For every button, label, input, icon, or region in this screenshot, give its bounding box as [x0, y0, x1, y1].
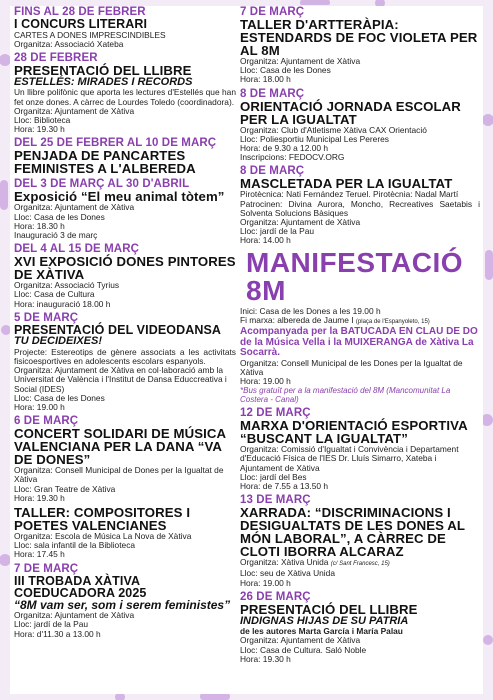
- event-line: Hora: 19.30 h: [240, 653, 291, 664]
- event-title: PENJADA DE PANCARTES FEMINISTES A L'ALBEREDA: [14, 148, 196, 177]
- event-date: DEL 25 DE FEBRER AL 10 DE MARÇ: [14, 137, 217, 150]
- event-presentacio-estelles: [14, 52, 236, 135]
- event-title: CONCERT SOLIDARI DE MÚSICA VALENCIANA PER LA DANA “VA DE DONES”: [14, 426, 226, 468]
- event-line: Inscripcions: FEDOCV.ORG: [240, 152, 345, 163]
- event-title: PRESENTACIÓ DEL LLIBRE: [240, 601, 418, 617]
- event-description: Projecte: Estereotips de gènere associats a les activitats fisicoesportives en adolescents escolars espanyols.: [14, 346, 236, 367]
- event-line: Organitza: Comissió d'Igualtat i Convivència i Departament d'Educació Física de l'IES Dr. Lluís Simarro, Xateba i Ajuntament de Xàtiva: [240, 444, 459, 473]
- event-date: 12 DE MARÇ: [240, 407, 311, 420]
- event-line: Organitza: Ajuntament de Xàtiva: [14, 105, 135, 116]
- event-line: Lloc: jardí del Bes: [240, 471, 307, 482]
- event-line: Lloc: Casa de Cultura. Saló Noble: [240, 644, 367, 655]
- event-date: DEL 3 DE MARÇ AL 30 D'ABRIL: [14, 178, 190, 191]
- event-line: Hora: 17.45 h: [14, 549, 65, 560]
- event-title: I CONCURS LITERARI: [14, 17, 148, 31]
- event-line-small: (c/ Sant Francesc, 15): [330, 561, 390, 568]
- event-line: Organitza: Ajuntament de Xàtiva en col·laboració amb la Universitat de València i l'Institut de Dansa Educcreativa i Social (IDES): [14, 365, 227, 394]
- event-date: 7 DE MARÇ: [240, 6, 305, 18]
- event-title: MASCLETADA PER LA IGUALTAT: [240, 176, 453, 192]
- event-line: Hora: de 7.55 a 13.50 h: [240, 480, 329, 491]
- event-accent: Acompanyada per la BATUCADA EN CLAU DE DO de la Música Vella i la MUIXERANGA de Xàtiva La Socarrà.: [240, 326, 478, 359]
- event-date: 8 DE MARÇ: [240, 87, 305, 100]
- event-description: Un llibre polifònic que aporta les lectures d'Estellés que han fet onze dones. A càrrec de Lourdes Toledo (coordinadora).: [14, 87, 236, 107]
- event-line: Lloc: Casa de les Dones: [240, 65, 331, 76]
- event-title: Exposició “El meu animal tòtem”: [14, 189, 225, 205]
- event-date: DEL 4 AL 15 DE MARÇ: [14, 243, 140, 256]
- event-line: Lloc: Gran Teatre de Xàtiva: [14, 483, 116, 494]
- event-taller-artterapia: [240, 6, 480, 85]
- event-subtitle: TU DECIDEIXES!: [14, 335, 103, 348]
- event-line: Organitza: Consell Municipal de Dones per la Igualtat de Xàtiva: [14, 465, 224, 485]
- event-line: Hora: 19.30 h: [14, 124, 65, 135]
- event-manifestacio: [240, 246, 480, 405]
- event-line: Lloc: Casa de les Dones: [14, 392, 105, 403]
- event-title: ORIENTACIÓ JORNADA ESCOLAR PER LA IGUALTAT: [240, 98, 461, 127]
- event-xarrada: [240, 494, 480, 588]
- event-line-small: (plaça de l'Espanyoleto, 15): [355, 318, 430, 325]
- event-line-main: Organitza: Xàtiva Unida: [240, 557, 329, 568]
- event-line: Hora: inauguració 18.00 h: [14, 298, 111, 309]
- event-date: 13 DE MARÇ: [240, 494, 311, 507]
- right-column: [240, 6, 480, 667]
- event-line: Hora: 19.30 h: [14, 492, 65, 503]
- event-line: Organitza: Ajuntament de Xàtiva: [240, 635, 361, 646]
- event-line: Hora: 19.00 h: [14, 402, 65, 413]
- event-line: Hora: 19.00 h: [240, 577, 291, 588]
- event-line: Lloc: Biblioteca: [14, 115, 71, 126]
- event-line: Lloc: Poliesportiu Municipal Les Pereres: [240, 133, 389, 144]
- event-date: 26 DE MARÇ: [240, 590, 311, 603]
- event-date: 8 DE MARÇ: [240, 165, 305, 178]
- event-line: Inauguració 3 de març: [14, 230, 98, 241]
- event-line: Hora: 14.00 h: [240, 235, 291, 246]
- event-line: Hora: 19.00 h: [240, 375, 291, 386]
- event-marxa-orientacio: [240, 407, 480, 491]
- program-sheet: [10, 6, 483, 694]
- event-date: 7 DE MARÇ: [14, 562, 79, 575]
- event-title: PRESENTACIÓ DEL LLIBRE: [14, 62, 192, 78]
- event-pancartes: [14, 137, 236, 175]
- event-line: Hora: 18.30 h: [14, 220, 65, 231]
- manifestacio-title: MANIFESTACIÓ 8M: [246, 246, 464, 306]
- event-line-main: Fi marxa: albereda de Jaume I: [240, 314, 354, 325]
- event-line: Organitza: Escola de Música La Nova de Xàtiva: [14, 531, 192, 542]
- event-date: 6 DE MARÇ: [14, 415, 79, 428]
- event-taller-compositores: [14, 506, 236, 560]
- event-mascletada: [240, 165, 480, 245]
- event-line: Organitza: Consell Municipal de les Dones per la Igualtat de Xàtiva: [240, 357, 463, 377]
- event-line: Organitza: Ajuntament de Xàtiva: [240, 217, 361, 228]
- event-concert-solidari: [14, 415, 236, 503]
- event-line: Lloc: Casa de Cultura: [14, 289, 95, 300]
- left-column: [14, 6, 236, 642]
- event-concurs-literari: [14, 6, 236, 49]
- event-date: 5 DE MARÇ: [14, 311, 79, 324]
- event-date: 28 DE FEBRER: [14, 51, 98, 64]
- event-description: Patrocinen: Divina Aurora, Moncho, Recreatives Saetabis i Solventa Solucions Bàsiques: [240, 198, 480, 218]
- event-line: Lloc: Casa de les Dones: [14, 211, 105, 222]
- event-line: Lloc: seu de Xàtiva Unida: [240, 568, 335, 579]
- event-line: Organitza: Associació Xateba: [14, 38, 124, 49]
- event-dones-pintores: [14, 243, 236, 309]
- event-authors: de les autores Marta García i María Palau: [240, 626, 403, 637]
- event-exposicio-totem: [14, 178, 236, 240]
- event-line: Lloc: sala infantil de la Biblioteca: [14, 540, 136, 551]
- event-line: CARTES A DONES IMPRESCINDIBLES: [14, 29, 166, 40]
- event-title: TALLER D'ARTTERÀPIA: ESTENDARDS DE FOC VIOLETA PER AL 8M: [240, 17, 478, 58]
- event-line: Lloc: jardí de la Pau: [240, 226, 315, 237]
- event-line: Organitza: Ajuntament de Xàtiva: [240, 56, 361, 66]
- event-line: Organitza: Associació Tyrius: [14, 280, 120, 291]
- event-title: XVI EXPOSICIÓ DONES PINTORES DE XÀTIVA: [14, 254, 236, 283]
- event-title: TALLER: COMPOSITORES I POETES VALENCIANES: [14, 505, 191, 534]
- event-line: Organitza: Club d'Atletisme Xàtiva CAX Orientació: [240, 124, 427, 135]
- event-date: FINS AL 28 DE FEBRER: [14, 6, 146, 18]
- event-title: MARXA D'ORIENTACIÓ ESPORTIVA “BUSCANT LA IGUALTAT”: [240, 418, 468, 447]
- event-line: Hora: d'11.30 a 13.00 h: [14, 628, 101, 639]
- event-line: Hora: 18.00 h: [240, 74, 291, 85]
- event-line: Organitza: Ajuntament de Xàtiva: [14, 610, 135, 621]
- event-note: *Bus gratuït per a la manifestació del 8M (Mancomunitat La Costera - Canal): [240, 386, 451, 405]
- event-title: III TROBADA XÀTIVA COEDUCADORA 2025: [14, 573, 147, 601]
- event-videodansa: [14, 312, 236, 412]
- event-line: Hora: de 9.30 a 12.00 h: [240, 143, 329, 154]
- event-title: PRESENTACIÓ DEL VIDEODANSA: [14, 322, 222, 337]
- event-orientacio-escolar: [240, 88, 480, 163]
- event-line: Lloc: jardí de la Pau: [14, 619, 89, 630]
- event-trobada-coeducadora: [14, 563, 236, 639]
- event-subtitle: “8M vam ser, som i serem feministes”: [14, 597, 231, 612]
- event-line: Inici: Casa de les Dones a les 19.00 h: [240, 305, 381, 316]
- event-title: XARRADA: “DISCRIMINACIONS I DESIGUALTATS DE LES DONES AL MÓN LABORAL”, A CÀRREC DE CLOTI IBORRA ALCARAZ: [240, 505, 465, 560]
- event-presentacio-indignas: [240, 591, 480, 664]
- event-subtitle: ESTELLÉS: MIRADES I RECORDS: [14, 75, 193, 88]
- event-subtitle: INDIGNAS HIJAS DE SU PATRIA: [240, 614, 409, 627]
- event-line: Organitza: Ajuntament de Xàtiva: [14, 202, 135, 213]
- event-description: Pirotècnica: Nati Fernández Teruel. Pirotècnia: Nadal Martí: [240, 189, 459, 200]
